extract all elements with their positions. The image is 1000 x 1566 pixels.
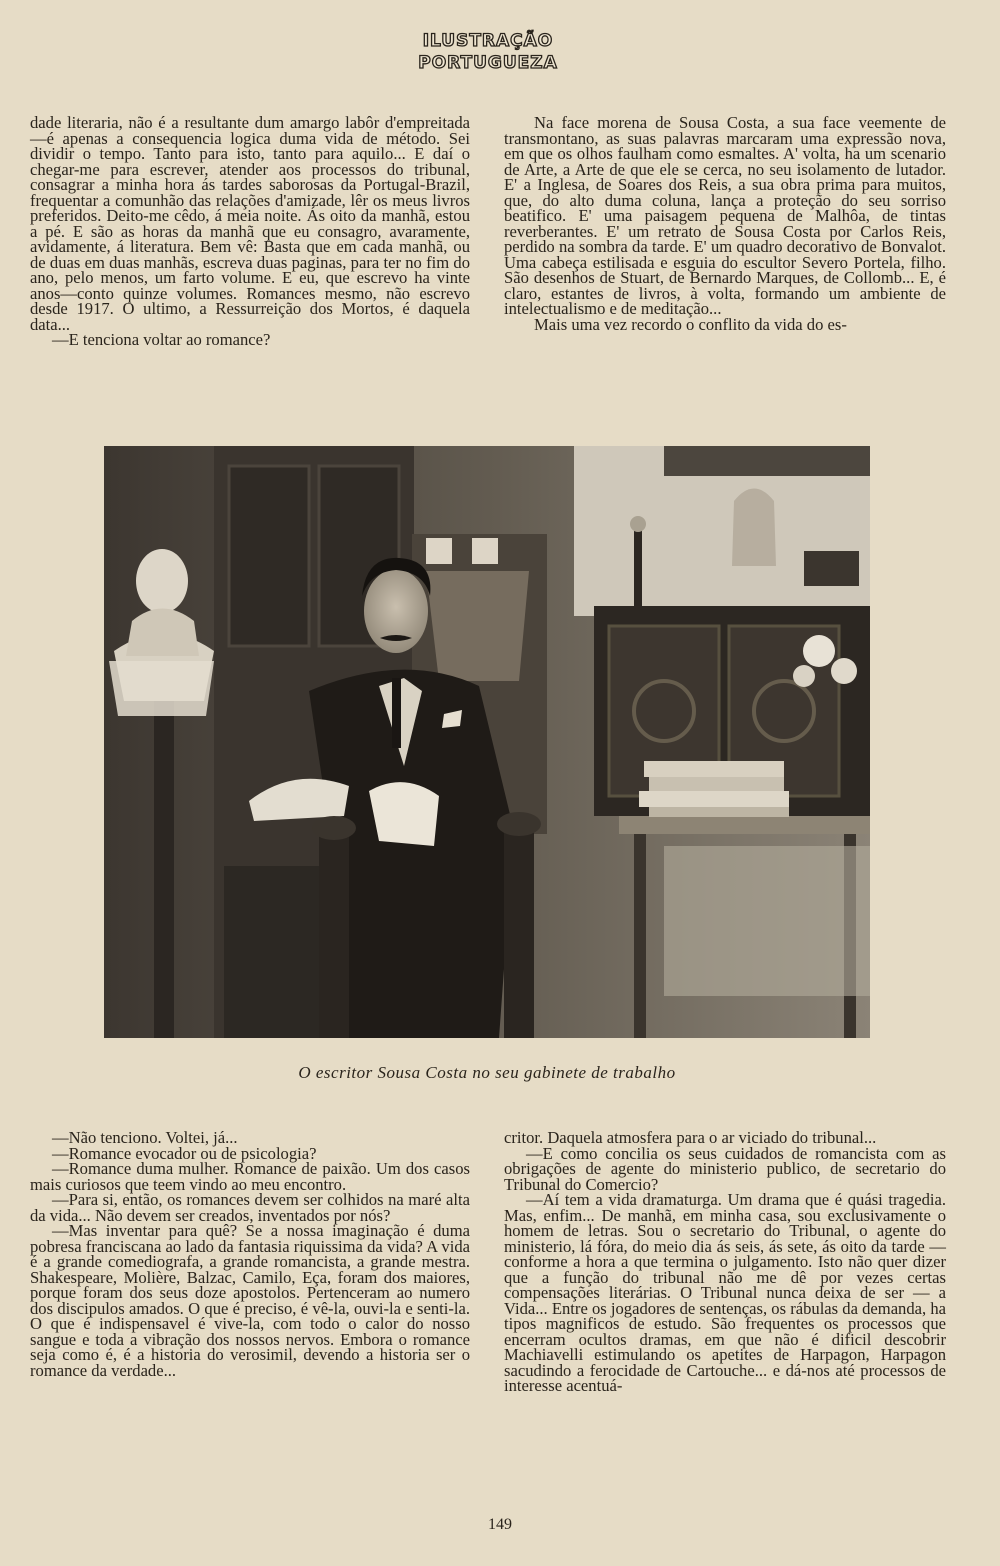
paragraph: Na face morena de Sousa Costa, a sua face veemente de transmontano, as suas palavras marcaram uma expressão nova, em que os olhos faulham como esmaltes. A' volta, ha um scenario de Arte, a Arte de que ele se cerca, no seu isolamento de lutador. E' a Inglesa, de Soares dos Reis, a sua obra prima para muitos, que, do alto duma coluna, lança a proteção do seu sorriso beatifico. E' uma paisagem pequena de Malhôa, de tintas reverberantes. E' um retrato de Sousa Costa por Carlos Reis, perdido na sombra da tarde. E' um quadro decorativo de Bonvalot. Uma cabeça estilisada e esguia do escultor Severo Portela, filho. São desenhos de Stuart, de Bernardo Marques, de Collomb... E, é claro, estantes de livros, à volta, formando um ambiente de intelectualismo e de meditação... <box>504 113 946 318</box>
paragraph: —Romance evocador ou de psicologia? <box>52 1143 317 1163</box>
paragraph: —E tenciona voltar ao romance? <box>52 330 271 349</box>
author-photograph <box>104 446 870 1038</box>
text-column-bottom-left <box>30 1130 470 1378</box>
text-column-top-right <box>504 115 946 332</box>
photo-caption: O escritor Sousa Costa no seu gabinete de trabalho <box>298 1063 676 1082</box>
photo-illustration <box>104 446 870 1038</box>
paragraph: —Para si, então, os romances devem ser colhidos na maré alta da vida... Não devem ser creados, inventados por nós? <box>30 1190 470 1225</box>
masthead-logo <box>418 30 558 86</box>
paragraph: —E como concilia os seus cuidados de romancista com as obrigações de agente do ministerio publico, de secretario do Tribunal do Comercio? <box>504 1143 946 1194</box>
paragraph: dade literaria, não é a resultante dum amargo labôr d'empreitada—é apenas a consequencia logica duma vida de método. Sei dividir o tempo. Tanto para isto, tanto para aquilo... E daí o chegar-me para escrever, atender aos processos do tribunal, consagrar a minha hora ás tardes saborosas da Portugal-Brazil, frequentar a comunhão das relações d'amizade, lêr os meus livros preferidos. Deito-me cêdo, á meia noite. Ás oito da manhã, estou a pé. E são as horas da manhã que eu consagro, avaramente, avidamente, á literatura. Bem vê: Basta que em cada manhã, ou de duas em duas manhãs, escreva duas paginas, para ter no fim do ano, pelo menos, um farto volume. E eu, que escrevo ha vinte anos—conto quinze volumes. Romances mesmo, não escrevo desde 1917. O ultimo, a Ressurreição dos Mortos, é daquela data... <box>30 113 470 334</box>
paragraph: —Mas inventar para quê? Se a nossa imaginação é duma pobresa franciscana ao lado da fantasia riquissima da vida? A vida é a grande comediografa, a grande romancista, a grande mestra. Shakespeare, Molière, Balzac, Camilo, Eça, foram dos maiores, porque foram dos seus doze apostolos. Pertenceram ao numero dos discipulos amados. O que é preciso, é vê-la, ouvi-la e senti-la. O que é indispensavel é vive-la, com todo o calor do nosso sangue e toda a vibração dos nossos nervos. Embora o romance seja como é, é a historia do verosimil, devendo a historia ser o romance da verdade... <box>30 1221 470 1380</box>
masthead-line-1: ILUSTRAÇÃO <box>422 31 554 51</box>
page-number: 149 <box>488 1516 512 1533</box>
text-column-top-left <box>30 115 470 348</box>
paragraph: critor. Daquela atmosfera para o ar viciado do tribunal... <box>504 1128 877 1147</box>
paragraph: —Não tenciono. Voltei, já... <box>52 1128 238 1147</box>
paragraph: —Romance duma mulher. Romance de paixão. Um dos casos mais curiosos que teem vindo ao meu encontro. <box>30 1159 470 1194</box>
paragraph: —Aí tem a vida dramaturga. Um drama que é quási tragedia. Mas, enfim... De manhã, em minha casa, sou exclusivamente o homem de letras. Sou o secretario do Tribunal, o agente do ministerio, lá fóra, do meio dia ás seis, ás sete, ás oito da tarde — conforme a hora a que termina o julgamento. Isto não quer dizer que a função do tribunal não me dê por vezes certas compensações literárias. O Tribunal nunca deixa de ser — a Vida... Entre os jogadores de sentenças, os rábulas da demanda, ha tipos magnificos de estudo. São frequentes os processos que encerram ocultos dramas, em que não é dificil descobrir Machiavelli estimulando os apetites de Harpagon, Harpagon sacudindo a ferocidade de Cartouche... e dá-nos até processos de interesse acentuá- <box>504 1190 946 1395</box>
paragraph: Mais uma vez recordo o conflito da vida do es- <box>534 314 847 334</box>
text-column-bottom-right <box>504 1130 946 1394</box>
masthead-line-2: PORTUGUEZA <box>418 53 558 73</box>
